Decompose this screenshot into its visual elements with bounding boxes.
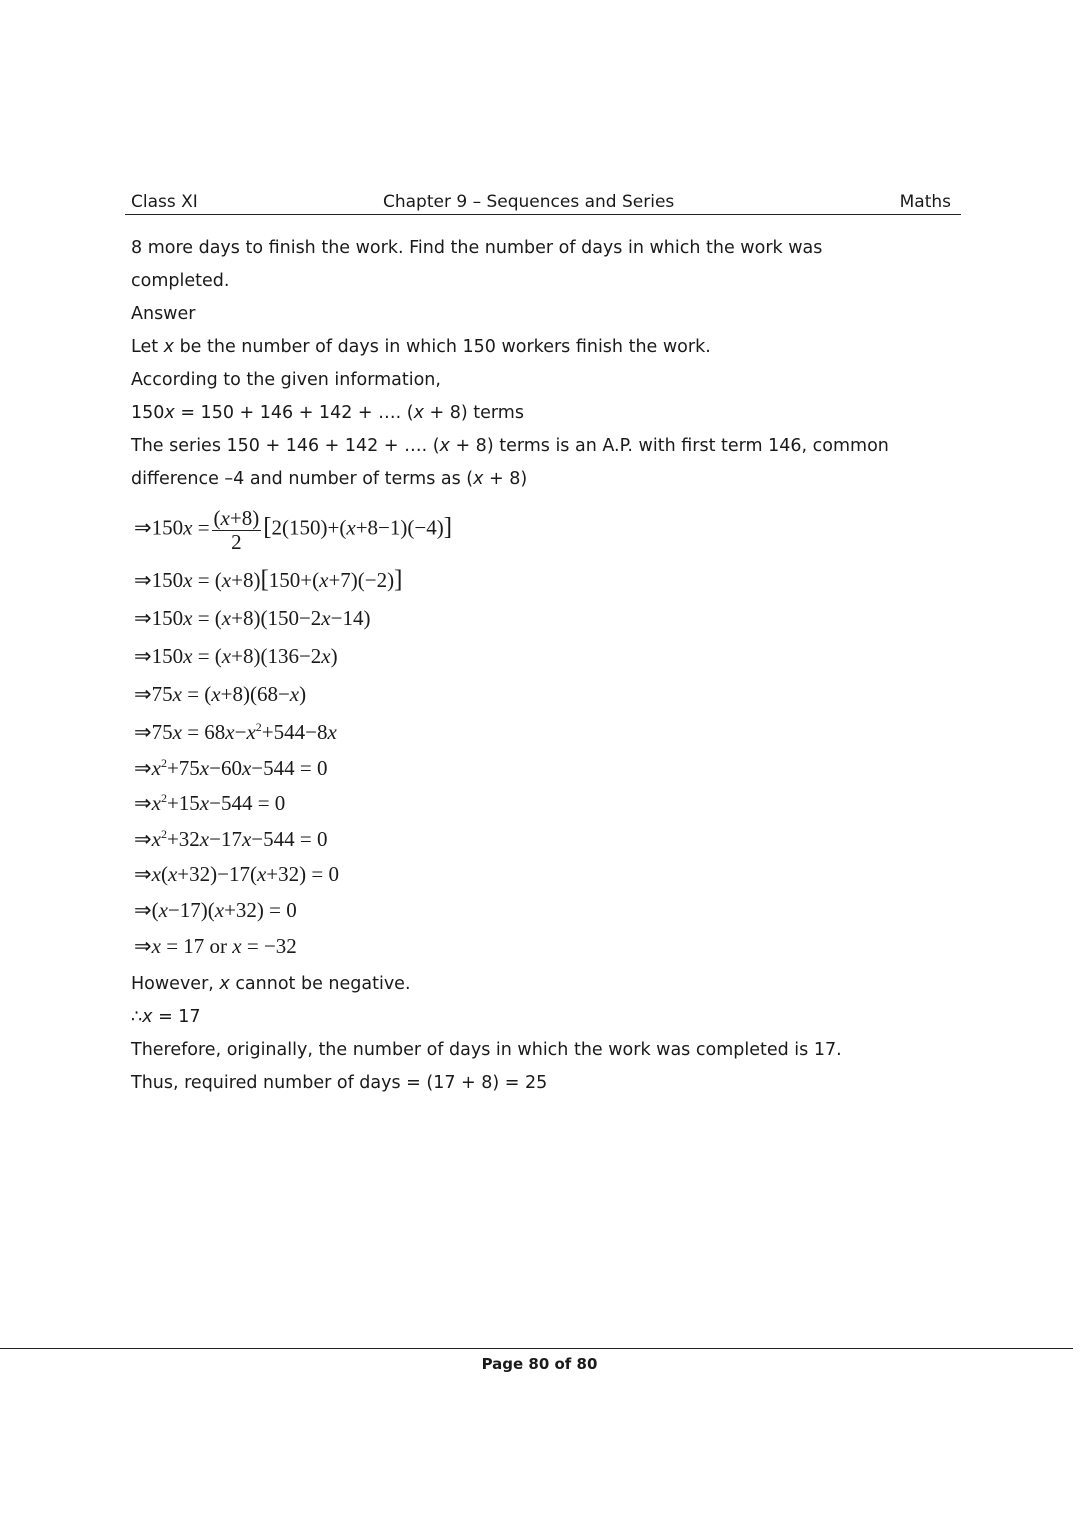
text-line: 150x = 150 + 146 + 142 + …. (x + 8) terms (131, 403, 524, 423)
equation-step-7: $\Rightarrow x^2+75x-60x-544 = 0$ (134, 756, 328, 780)
equation-step-10: ⇒x(x+32)−17(x+32) = 0 (134, 862, 339, 886)
equation-step-11: ⇒(x−17)(x+32) = 0 (134, 898, 297, 922)
equation-step-12: ⇒x = 17 or x = −32 (134, 934, 297, 958)
text-line: According to the given information, (131, 370, 441, 390)
text-line: The series 150 + 146 + 142 + …. (x + 8) terms is an A.P. with first term 146, common (131, 436, 889, 456)
text-line: Therefore, originally, the number of days in which the work was completed is 17. (131, 1040, 842, 1060)
equation-step-6: ⇒75x = $68x-x^2+544-8x$ (134, 720, 337, 744)
equation-step-5: ⇒75x = (x+8)(68−x) (134, 682, 307, 706)
footer-divider (0, 1348, 1073, 1349)
equation-step-9: $\Rightarrow x^2+32x-17x-544 = 0$ (134, 827, 328, 851)
text-line: ∴x = 17 (131, 1007, 201, 1027)
text-line: Thus, required number of days = (17 + 8) = 25 (131, 1073, 548, 1093)
header-subject: Maths (899, 192, 951, 212)
equation-step-4: ⇒150x = (x+8)(136−2x) (134, 644, 338, 668)
text-line: 8 more days to finish the work. Find the number of days in which the work was (131, 238, 823, 258)
equation-step-8: $\Rightarrow x^2+15x-544 = 0$ (134, 791, 286, 815)
equation-step-2: ⇒150x = (x+8)[150+(x+7)(−2)] (134, 566, 403, 593)
header-chapter: Chapter 9 – Sequences and Series (383, 192, 675, 212)
header-class: Class XI (131, 192, 198, 212)
equation-step-1: ⇒150x = $\frac{(x+8)}{2}$ [2(150)+(x+8−1)(−4)] (134, 506, 453, 554)
equation-step-3: ⇒150x = (x+8)(150−2x−14) (134, 606, 371, 630)
text-line: However, x cannot be negative. (131, 974, 411, 994)
page-number: Page 80 of 80 (481, 1355, 598, 1373)
answer-heading: Answer (131, 304, 196, 324)
page-header (125, 190, 961, 215)
text-line: difference –4 and number of terms as (x + 8) (131, 469, 528, 489)
conclusion-text (131, 968, 961, 1100)
text-line: completed. (131, 271, 230, 291)
question-text (131, 232, 961, 496)
text-line: Let x be the number of days in which 150 workers finish the work. (131, 337, 711, 357)
